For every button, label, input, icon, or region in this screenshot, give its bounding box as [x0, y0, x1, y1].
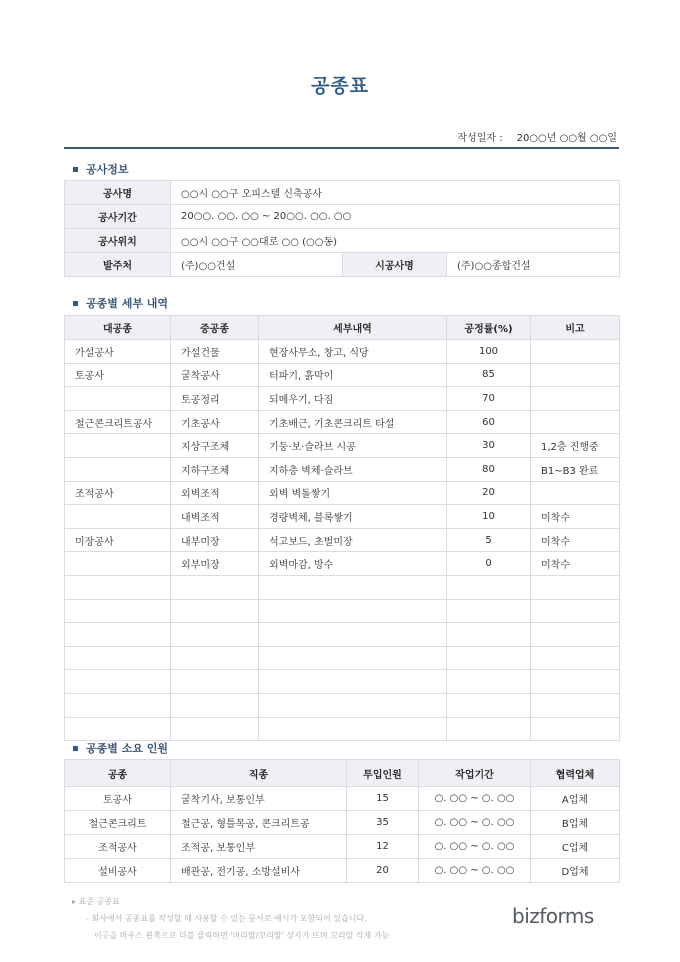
detail-cell: 미착수	[531, 505, 620, 529]
info-row	[65, 205, 620, 229]
detail-cell: 60	[447, 410, 531, 434]
detail-header-cell: 비고	[531, 316, 620, 340]
info-row	[65, 253, 620, 277]
detail-cell	[531, 717, 620, 741]
detail-cell	[447, 693, 531, 717]
detail-cell	[531, 693, 620, 717]
detail-row	[65, 363, 620, 387]
people-row	[65, 787, 620, 811]
detail-cell	[531, 646, 620, 670]
detail-cell	[65, 387, 171, 411]
detail-row	[65, 434, 620, 458]
detail-row	[65, 646, 620, 670]
detail-cell: 기둥·보·슬라브 시공	[259, 434, 447, 458]
detail-cell: 철근콘크리트공사	[65, 410, 171, 434]
detail-cell: 1,2층 진행중	[531, 434, 620, 458]
detail-row	[65, 505, 620, 529]
info-label: 발주처	[65, 253, 171, 277]
detail-cell: 85	[447, 363, 531, 387]
detail-cell: 20	[447, 481, 531, 505]
detail-cell: 경량벽체, 블록쌓기	[259, 505, 447, 529]
detail-cell: 외벽마감, 방수	[259, 552, 447, 576]
people-cell: B업체	[531, 811, 620, 835]
detail-row	[65, 623, 620, 647]
detail-cell: 가설공사	[65, 340, 171, 364]
detail-cell: 지하구조체	[171, 457, 259, 481]
detail-cell	[65, 552, 171, 576]
detail-cell	[447, 717, 531, 741]
detail-row	[65, 481, 620, 505]
title-divider	[64, 147, 619, 149]
detail-cell	[447, 575, 531, 599]
detail-cell: 미장공사	[65, 528, 171, 552]
detail-cell: B1~B3 완료	[531, 457, 620, 481]
detail-cell	[531, 410, 620, 434]
date-line	[457, 129, 617, 144]
section-detail-heading	[73, 295, 168, 311]
detail-table	[64, 315, 620, 741]
people-header-row	[65, 760, 620, 787]
detail-cell	[65, 575, 171, 599]
people-cell: 철근공, 형틀목공, 콘크리트공	[171, 811, 347, 835]
detail-cell: 지상구조체	[171, 434, 259, 458]
detail-header-cell: 세부내역	[259, 316, 447, 340]
detail-cell	[171, 623, 259, 647]
detail-cell: 100	[447, 340, 531, 364]
detail-cell	[171, 575, 259, 599]
detail-cell	[531, 481, 620, 505]
people-header-cell: 작업기간	[419, 760, 531, 787]
people-cell: 35	[347, 811, 419, 835]
detail-cell: 조적공사	[65, 481, 171, 505]
footer-line: 이곳을 마우스 왼쪽으로 더블 클릭하면 '머리말/꼬리말' 상자가 뜨며 꼬리말 삭제 가능	[94, 931, 390, 940]
detail-cell: 굴착공사	[171, 363, 259, 387]
detail-cell	[447, 599, 531, 623]
detail-cell	[531, 670, 620, 694]
detail-cell	[171, 599, 259, 623]
detail-cell	[531, 599, 620, 623]
detail-row	[65, 528, 620, 552]
detail-row	[65, 575, 620, 599]
people-cell: 토공사	[65, 787, 171, 811]
people-cell: A업체	[531, 787, 620, 811]
detail-cell	[531, 340, 620, 364]
detail-cell: 현장사무소, 창고, 식당	[259, 340, 447, 364]
detail-row	[65, 693, 620, 717]
section-detail-title: 공종별 세부 내역	[86, 297, 169, 310]
people-table	[64, 759, 620, 883]
info-label: 시공사명	[343, 253, 447, 277]
people-cell: ○. ○○ ~ ○. ○○	[419, 787, 531, 811]
detail-cell: 가설건물	[171, 340, 259, 364]
detail-cell	[259, 599, 447, 623]
people-cell: D업체	[531, 859, 620, 883]
people-cell: ○. ○○ ~ ○. ○○	[419, 859, 531, 883]
people-header-cell: 협력업체	[531, 760, 620, 787]
people-cell: 조적공사	[65, 835, 171, 859]
footer-title: 표준 공종표	[78, 897, 120, 906]
detail-cell: 외벽조적	[171, 481, 259, 505]
footer-note	[72, 893, 389, 944]
info-row	[65, 181, 620, 205]
detail-cell	[171, 717, 259, 741]
detail-cell	[65, 434, 171, 458]
people-cell: 설비공사	[65, 859, 171, 883]
detail-row	[65, 599, 620, 623]
detail-cell: 80	[447, 457, 531, 481]
detail-cell: 석고보드, 초벌미장	[259, 528, 447, 552]
info-label: 공사명	[65, 181, 171, 205]
detail-cell: 70	[447, 387, 531, 411]
footer-line: ▸ 표준 공종표	[72, 897, 120, 906]
detail-row	[65, 387, 620, 411]
section-info-title: 공사정보	[86, 163, 129, 176]
detail-cell	[65, 457, 171, 481]
people-row	[65, 811, 620, 835]
detail-row	[65, 717, 620, 741]
detail-cell	[65, 646, 171, 670]
detail-cell	[531, 623, 620, 647]
people-cell: 굴착기사, 보통인부	[171, 787, 347, 811]
detail-cell: 미착수	[531, 528, 620, 552]
square-bullet-icon	[73, 167, 78, 172]
people-cell: C업체	[531, 835, 620, 859]
people-cell: ○. ○○ ~ ○. ○○	[419, 811, 531, 835]
people-header-cell: 투입인원	[347, 760, 419, 787]
info-table	[64, 180, 620, 277]
info-row	[65, 229, 620, 253]
detail-cell	[259, 670, 447, 694]
detail-cell	[447, 670, 531, 694]
detail-cell: 0	[447, 552, 531, 576]
detail-cell: 기초배근, 기초콘크리트 타설	[259, 410, 447, 434]
detail-cell	[259, 693, 447, 717]
detail-cell	[65, 693, 171, 717]
date-value: 20○○년 ○○월 ○○일	[516, 133, 617, 144]
info-value: (주)○○건설	[171, 253, 343, 277]
section-people-title: 공종별 소요 인원	[86, 742, 169, 755]
detail-cell: 30	[447, 434, 531, 458]
detail-cell: 미착수	[531, 552, 620, 576]
detail-cell	[65, 670, 171, 694]
detail-cell: 외부미장	[171, 552, 259, 576]
detail-cell: 내벽조적	[171, 505, 259, 529]
detail-cell	[65, 717, 171, 741]
bizforms-logo: bizforms	[512, 904, 594, 928]
detail-row	[65, 340, 620, 364]
section-info-heading	[73, 161, 129, 177]
detail-header-cell: 공정률(%)	[447, 316, 531, 340]
people-header-cell: 직종	[171, 760, 347, 787]
people-row	[65, 835, 620, 859]
detail-cell	[259, 575, 447, 599]
people-cell: ○. ○○ ~ ○. ○○	[419, 835, 531, 859]
detail-cell: 터파기, 흙막이	[259, 363, 447, 387]
detail-row	[65, 457, 620, 481]
info-label: 공사기간	[65, 205, 171, 229]
detail-cell: 되메우기, 다짐	[259, 387, 447, 411]
detail-cell: 5	[447, 528, 531, 552]
section-people-heading	[73, 740, 168, 756]
detail-cell	[531, 387, 620, 411]
square-bullet-icon	[73, 746, 78, 751]
people-cell: 조적공, 보통인부	[171, 835, 347, 859]
footer-line: - 회사에서 공종표를 작성할 때 사용할 수 있는 문서로 예시가 포함되어 있습니다.	[86, 914, 367, 923]
square-bullet-icon	[73, 301, 78, 306]
detail-header-cell: 대공종	[65, 316, 171, 340]
detail-row	[65, 410, 620, 434]
detail-cell	[259, 646, 447, 670]
detail-cell	[447, 623, 531, 647]
people-cell: 15	[347, 787, 419, 811]
people-cell: 배관공, 전기공, 소방설비사	[171, 859, 347, 883]
people-header-cell: 공종	[65, 760, 171, 787]
detail-cell: 토공정리	[171, 387, 259, 411]
detail-row	[65, 670, 620, 694]
detail-cell: 내부미장	[171, 528, 259, 552]
people-row	[65, 859, 620, 883]
detail-cell	[171, 693, 259, 717]
people-cell: 철근콘크리트	[65, 811, 171, 835]
detail-cell	[531, 575, 620, 599]
detail-cell	[259, 717, 447, 741]
info-label: 공사위치	[65, 229, 171, 253]
detail-cell: 기초공사	[171, 410, 259, 434]
detail-row	[65, 552, 620, 576]
detail-cell	[171, 670, 259, 694]
detail-cell	[65, 599, 171, 623]
detail-cell	[447, 646, 531, 670]
detail-header-cell: 중공종	[171, 316, 259, 340]
detail-cell	[259, 623, 447, 647]
page-title: 공종표	[310, 75, 370, 97]
people-cell: 12	[347, 835, 419, 859]
detail-cell	[531, 363, 620, 387]
detail-cell	[65, 623, 171, 647]
detail-header-row	[65, 316, 620, 340]
detail-cell: 지하층 벽체·슬라브	[259, 457, 447, 481]
detail-cell: 외벽 벽돌쌓기	[259, 481, 447, 505]
info-value: ○○시 ○○구 오피스텔 신축공사	[171, 181, 620, 205]
info-value: (주)○○종합건설	[447, 253, 620, 277]
info-value: 20○○. ○○. ○○ ~ 20○○. ○○. ○○	[171, 205, 620, 229]
people-cell: 20	[347, 859, 419, 883]
detail-cell: 10	[447, 505, 531, 529]
info-value: ○○시 ○○구 ○○대로 ○○ (○○동)	[171, 229, 620, 253]
detail-cell	[171, 646, 259, 670]
detail-cell: 토공사	[65, 363, 171, 387]
date-label: 작성일자 :	[457, 133, 503, 144]
detail-cell	[65, 505, 171, 529]
